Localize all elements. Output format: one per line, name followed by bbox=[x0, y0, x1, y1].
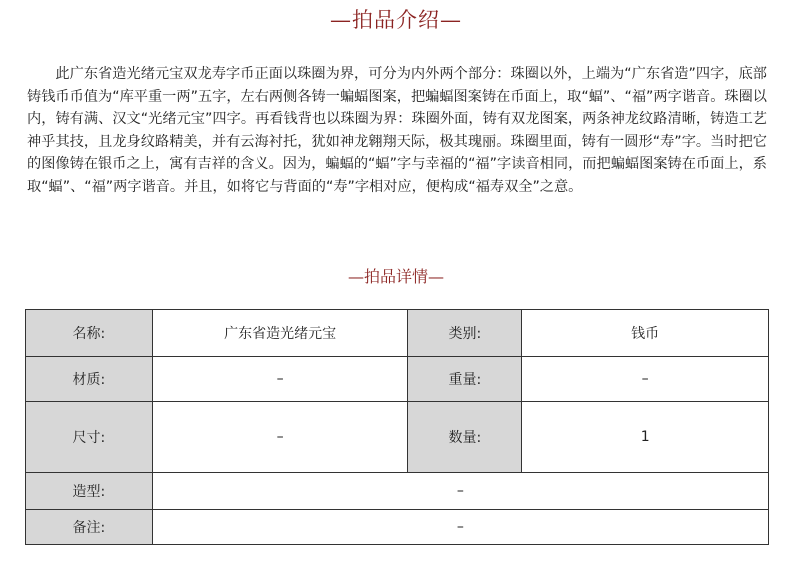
table-row bbox=[26, 357, 769, 402]
notes-label: 备注: bbox=[26, 510, 153, 545]
category-label: 类别: bbox=[408, 310, 522, 357]
name-value: 广东省造光绪元宝 bbox=[152, 310, 408, 357]
shape-value: – bbox=[152, 473, 768, 510]
table-row bbox=[26, 473, 769, 510]
weight-label: 重量: bbox=[408, 357, 522, 402]
intro-paragraph: 此广东省造光绪元宝双龙寿字币正面以珠圈为界，可分为内外两个部分：珠圈以外，上端为“广东省造”四字，底部铸钱币币值为“库平重一两”五字，左右两侧各铸一蝙蝠图案，把蝙蝠图案铸在币面上，取“蝠”、“福”两字谐音。珠圈以内，铸有满、汉文“光绪元宝”四字。再看钱背也以珠圈为界：珠圈外面，铸有双龙图案，两条神龙纹路清晰，铸造工艺神乎其技，且龙身纹路精美，并有云海衬托，犹如神龙翱翔天际，极其瑰丽。珠圈里面，铸有一圆形“寿”字。当时把它的图像铸在银币之上，寓有吉祥的含义。因为，蝙蝠的“蝠”字与幸福的“福”字读音相同，而把蝙蝠图案铸在币面上，系取“蝠”、“福”两字谐音。并且，如将它与背面的“寿”字相对应，便构成“福寿双全”之意。 bbox=[27, 66, 767, 195]
category-value: 钱币 bbox=[522, 310, 769, 357]
material-value: – bbox=[152, 357, 408, 402]
name-label: 名称: bbox=[26, 310, 153, 357]
size-label: 尺寸: bbox=[26, 402, 153, 473]
table-row bbox=[26, 510, 769, 545]
page-title: —拍品介绍— bbox=[330, 8, 462, 32]
size-value: – bbox=[152, 402, 408, 473]
notes-value: – bbox=[152, 510, 768, 545]
quantity-label: 数量: bbox=[408, 402, 522, 473]
table-row bbox=[26, 310, 769, 357]
weight-value: – bbox=[522, 357, 769, 402]
material-label: 材质: bbox=[26, 357, 153, 402]
shape-label: 造型: bbox=[26, 473, 153, 510]
table-row bbox=[26, 402, 769, 473]
details-table bbox=[25, 309, 769, 545]
details-title: —拍品详情— bbox=[347, 267, 444, 286]
quantity-value: 1 bbox=[522, 402, 769, 473]
